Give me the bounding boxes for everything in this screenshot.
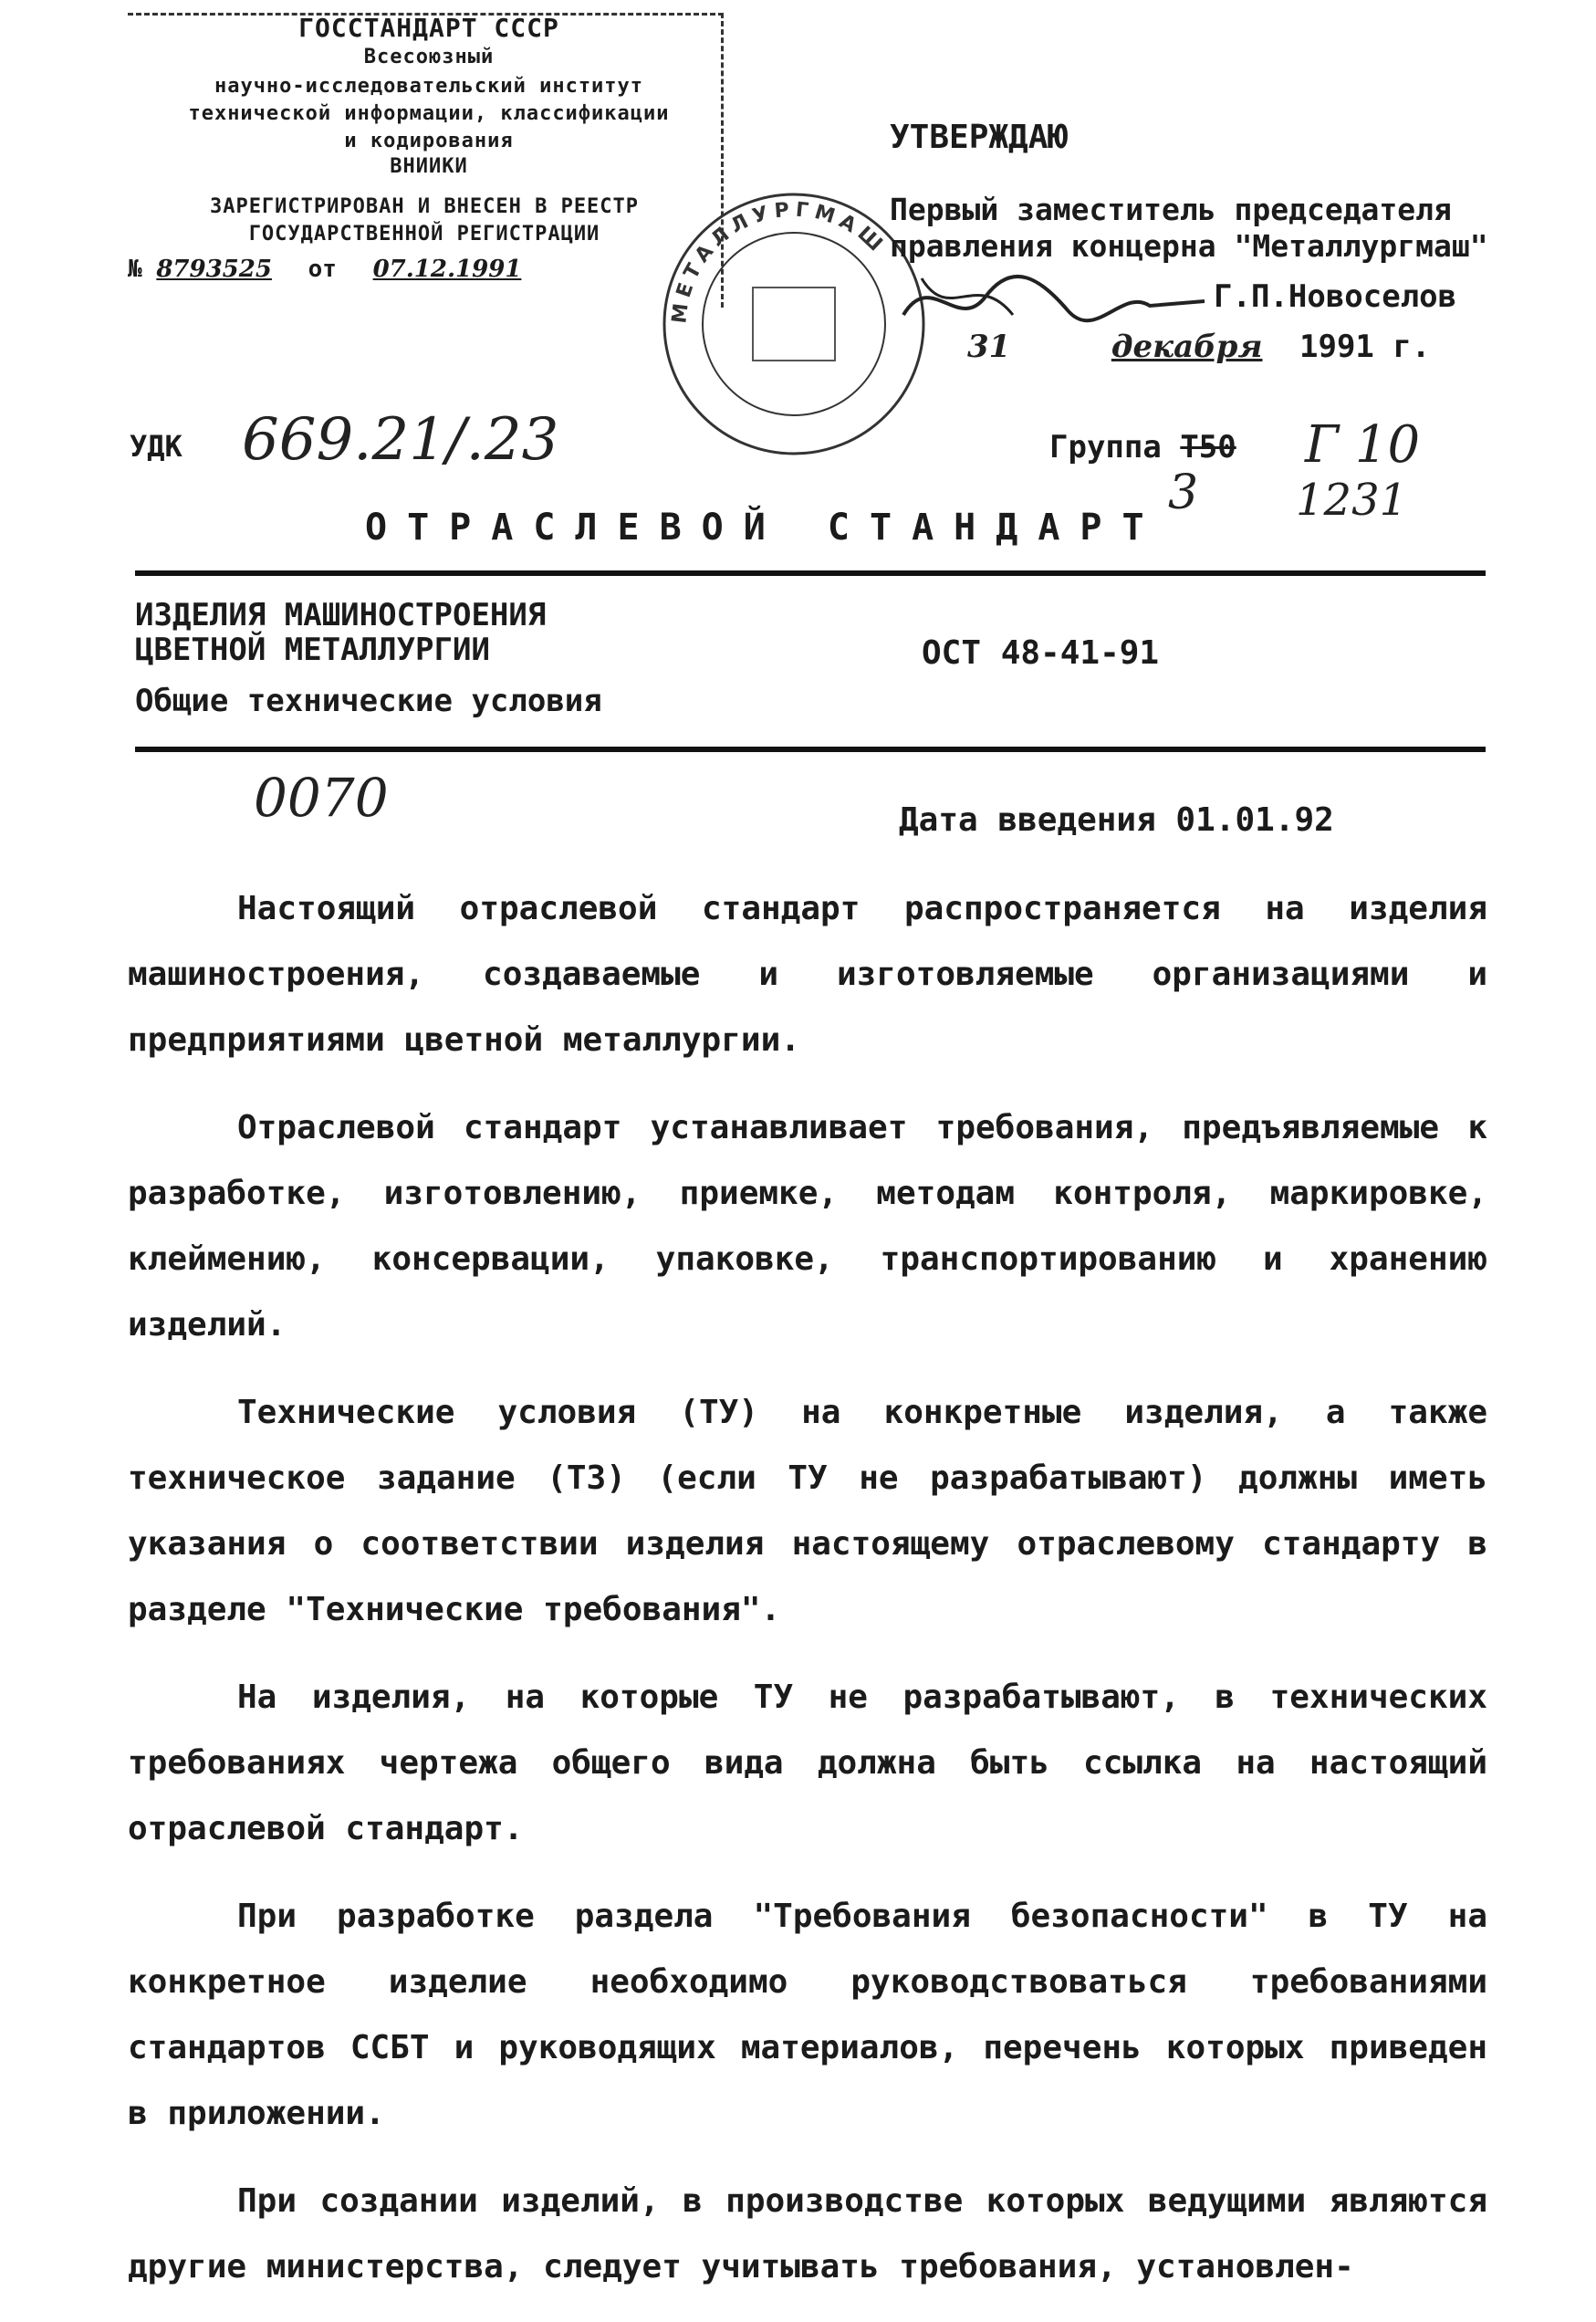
- approval-date-year: 1991 г.: [1299, 329, 1431, 365]
- header-title: ОТРАСЛЕВОЙ СТАНДАРТ: [365, 507, 1164, 549]
- stamp-line-4: технической информации, классификации: [188, 102, 670, 125]
- approval-position-1: Первый заместитель председателя: [890, 192, 1452, 227]
- hand-number-2: 1231: [1296, 475, 1408, 526]
- reg-from: от: [308, 256, 337, 283]
- approval-position-2: правления концерна "Металлургмаш": [890, 228, 1488, 264]
- hand-number-1: 3: [1168, 465, 1199, 520]
- intro-date: Дата введения 01.01.92: [899, 801, 1334, 839]
- doc-title-line-2: ЦВЕТНОЙ МЕТАЛЛУРГИИ: [135, 632, 490, 668]
- header-rule: [135, 570, 1486, 576]
- group-value: Т50: [1180, 429, 1236, 465]
- paragraph-4: На изделия, на которые ТУ не разрабатывают, в технических требованиях чертежа общего вида должна быть ссылка на настоящий отраслевой стандарт.: [128, 1679, 1487, 1847]
- stamp-line-8: ГОСУДАРСТВЕННОЙ РЕГИСТРАЦИИ: [248, 223, 600, 246]
- reg-date: 07.12.1991: [372, 256, 522, 283]
- paragraph-6: При создании изделий, в производстве которых ведущими являются другие министерства, следует учитывать требования, установлен-: [128, 2182, 1487, 2285]
- approval-date: [967, 329, 1430, 365]
- hand-code: 0070: [254, 767, 389, 829]
- approval-title: УТВЕРЖДАЮ: [890, 119, 1069, 156]
- paragraph-2: Отраслевой стандарт устанавливает требования, предъявляемые к разработке, изготовлению, приемке, методам контроля, маркировке, клеймению, консервации, упаковке, транспортированию и хранению изделий.: [128, 1109, 1487, 1344]
- doc-subtitle: Общие технические условия: [135, 683, 602, 719]
- udk-value: 669.21/.23: [242, 406, 559, 474]
- reg-prefix: №: [128, 256, 142, 283]
- stamp-line-5: и кодирования: [344, 130, 514, 152]
- approval-date-day: 31: [967, 329, 1011, 365]
- group-label-text: Группа: [1049, 429, 1162, 465]
- title-rule: [135, 747, 1486, 752]
- reg-number: 8793525: [156, 256, 272, 283]
- body-text: [128, 876, 1487, 2322]
- stamp-line-2: Всесоюзный: [363, 46, 495, 68]
- doc-code: ОСТ 48-41-91: [922, 634, 1160, 672]
- approval-name: Г.П.Новоселов: [1214, 278, 1457, 315]
- stamp-line-1: ГОССТАНДАРТ СССР: [298, 13, 559, 43]
- round-seal-text: МЕТАЛЛУРГМАШ: [668, 198, 891, 325]
- paragraph-3: Технические условия (ТУ) на конкретные изделия, а также техническое задание (ТЗ) (если ТУ не разрабатывают) должны иметь указания о соответствии изделия настоящему отраслевому стандарту в разделе "Технические требования".: [128, 1394, 1487, 1628]
- registration-number-line: [128, 256, 521, 283]
- stamp-line-3: научно-исследовательский институт: [214, 75, 644, 98]
- paragraph-1: Настоящий отраслевой стандарт распространяется на изделия машиностроения, создаваемые и изготовляемые организациями и предприятиями цветной металлургии.: [128, 890, 1487, 1059]
- stamp-line-7: ЗАРЕГИСТРИРОВАН И ВНЕСЕН В РЕЕСТР: [209, 195, 640, 218]
- udk-label: УДК: [130, 429, 183, 464]
- paragraph-5: При разработке раздела "Требования безопасности" в ТУ на конкретное изделие необходимо руководствоваться требованиями стандартов ССБТ и руководящих материалов, перечень которых приведен в приложении.: [128, 1898, 1487, 2132]
- svg-text:МЕТАЛЛУРГМАШ: [668, 199, 891, 325]
- doc-title: [135, 598, 546, 667]
- approval-date-month: декабря: [1111, 329, 1263, 365]
- group-label: [1049, 429, 1236, 465]
- stamp-line-6: ВНИИКИ: [390, 155, 468, 178]
- group-handwritten: Г 10: [1305, 415, 1421, 475]
- doc-title-line-1: ИЗДЕЛИЯ МАШИНОСТРОЕНИЯ: [135, 597, 547, 633]
